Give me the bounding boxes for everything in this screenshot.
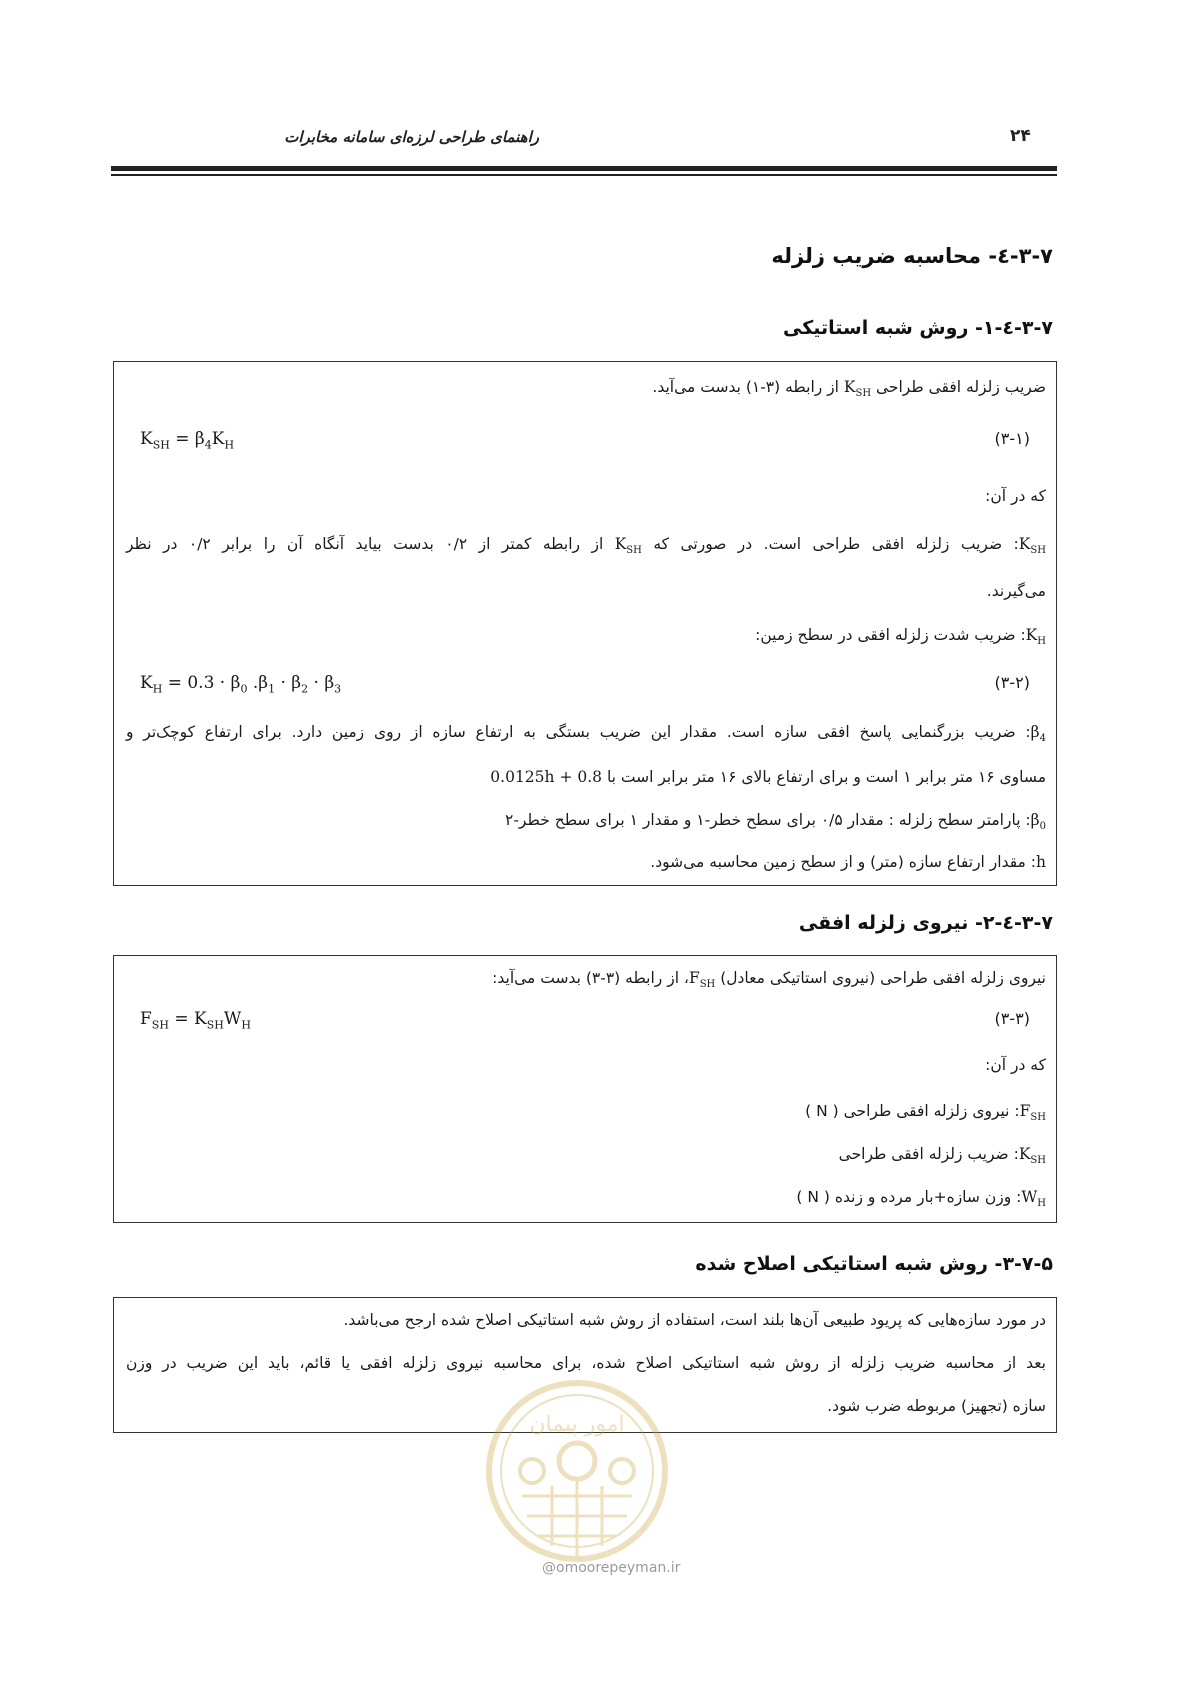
- definition-kh: $K_H$: ضریب شدت زلزله افقی در سطح زمین:: [755, 626, 1046, 648]
- equation-3-3: $F_{SH} = K_{SH}W_H$: [140, 1009, 251, 1032]
- intro-text-1: ضریب زلزله افقی طراحی $K_{SH}$ از رابطه (۳-۱) بدست می‌آید.: [652, 378, 1046, 400]
- subsection-heading-1: ۳-۷-٤-۱- روش شبه استاتیکی: [782, 317, 1053, 339]
- equation-number-3-2: (۳-۲): [994, 673, 1030, 692]
- section-5-line-3: سازه (تجهیز) مربوطه ضرب شود.: [827, 1397, 1046, 1415]
- watermark-logo-icon: [482, 1376, 672, 1566]
- definition-beta0: $\beta_0$: پارامتر سطح زلزله : مقدار ۰/۵ برای سطح خطر-۱ و مقدار ۱ برای سطح خطر-۲: [505, 811, 1046, 833]
- definition-beta4-line-a: $\beta_4$: ضریب بزرگنمایی پاسخ افقی سازه است. مقدار این ضریب بستگی به ارتفاع سازه از روی زمین دارد. برای ارتفاع کوچک‌تر و: [126, 723, 1046, 745]
- equation-number-3-3: (۳-۳): [994, 1009, 1030, 1028]
- definition-ksh-line-a: $K_{SH}$: ضریب زلزله افقی طراحی است. در صورتی که $K_{SH}$ از رابطه کمتر از ۰/۲ بدست بیاید آنگاه آن را برابر ۰/۲ در نظر: [126, 535, 1046, 557]
- equation-number-3-1: (۳-۱): [994, 429, 1030, 448]
- watermark-logo-text: امور پیمان: [529, 1412, 625, 1437]
- definition-ksh-2: $K_{SH}$: ضریب زلزله افقی طراحی: [838, 1145, 1046, 1167]
- header-rule-thick: [111, 166, 1057, 171]
- section-5-line-1: در مورد سازه‌هایی که پریود طبیعی آن‌ها بلند است، استفاده از روش شبه استاتیکی اصلاح شده ارجح می‌باشد.: [343, 1311, 1046, 1329]
- definition-beta4-line-b: مساوی ۱۶ متر برابر ۱ است و برای ارتفاع بالای ۱۶ متر برابر است با 0.0125h + 0.8: [490, 768, 1046, 786]
- section-5-line-2: بعد از محاسبه ضریب زلزله از روش شبه استاتیکی اصلاح شده، برای محاسبه نیروی زلزله افقی یا قائم، باید این ضریب در وزن: [126, 1354, 1046, 1372]
- intro-text-2: نیروی زلزله افقی طراحی (نیروی استاتیکی معادل) $F_{SH}،$ از رابطه (۳-۳) بدست می‌آید:: [492, 969, 1046, 991]
- watermark-url: @omoorepeyman.ir: [542, 1560, 681, 1576]
- where-label-1: که در آن:: [985, 487, 1046, 505]
- subsection-heading-2: ۳-۷-٤-۲- نیروی زلزله افقی: [798, 912, 1053, 934]
- section-5-heading: ۳-۷-۵- روش شبه استاتیکی اصلاح شده: [695, 1253, 1053, 1275]
- section-heading: ۳-۷-٤- محاسبه ضریب زلزله: [771, 244, 1053, 268]
- definition-box-1: [113, 361, 1057, 886]
- where-label-2: که در آن:: [985, 1056, 1046, 1074]
- equation-3-2: $K_H = 0.3 \cdot \beta_0$ $.\beta_1 \cdot \beta_2 \cdot \beta_3$: [140, 673, 342, 696]
- page-number: ۲۴: [1010, 126, 1031, 146]
- definition-ksh-line-b: می‌گیرند.: [986, 582, 1046, 600]
- definition-wh: $W_H$: وزن سازه+بار مرده و زنده ( N ): [796, 1188, 1046, 1210]
- definition-box-2: [113, 955, 1057, 1223]
- beta4-formula: 0.0125h + 0.8: [490, 768, 603, 786]
- equation-3-1: $K_{SH} = \beta_4K_H$: [140, 429, 235, 452]
- at-icon: @: [542, 1560, 556, 1576]
- running-header-title: راهنمای طراحی لرزه‌ای سامانه مخابرات: [284, 128, 539, 146]
- header-rule-thin: [111, 174, 1057, 176]
- definition-h: h: مقدار ارتفاع سازه (متر) و از سطح زمین محاسبه می‌شود.: [650, 853, 1046, 871]
- definition-fsh: $F_{SH}$: نیروی زلزله افقی طراحی ( N ): [805, 1102, 1046, 1124]
